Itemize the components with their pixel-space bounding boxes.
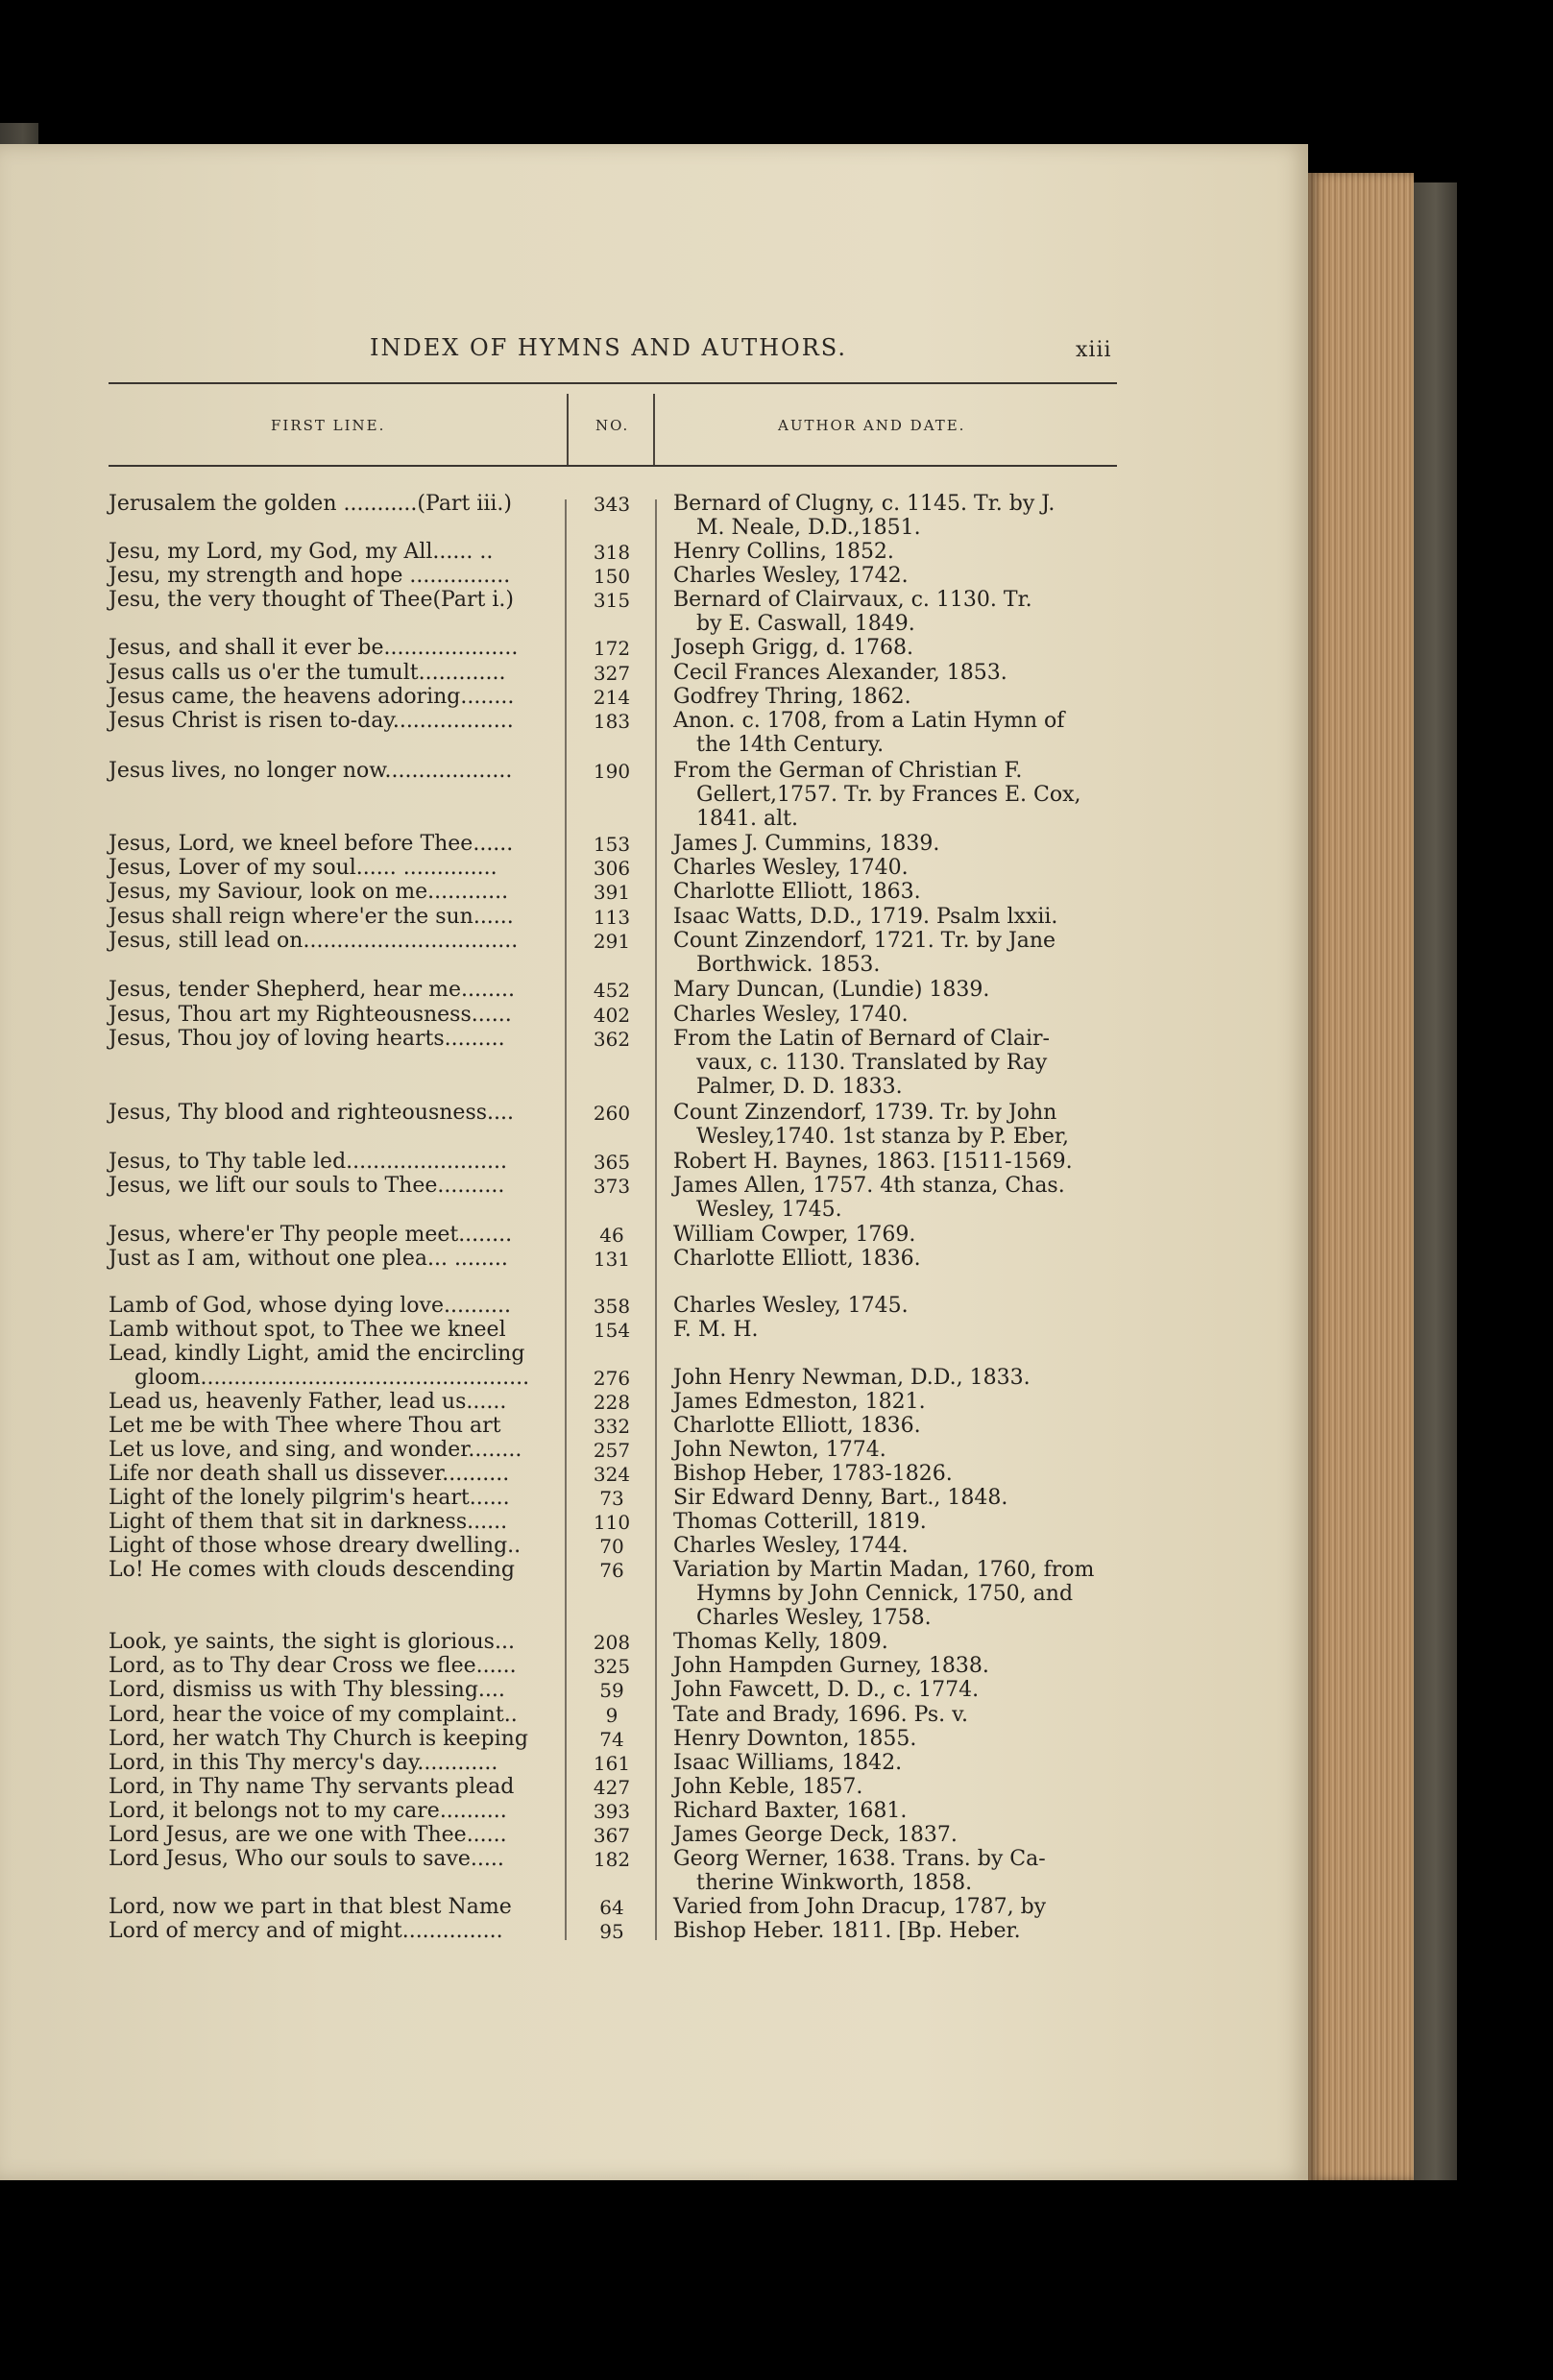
- running-header: [0, 334, 1308, 373]
- hymn-number: 208: [593, 1631, 631, 1654]
- table-row: [0, 1462, 1308, 1487]
- header-rule: [109, 382, 1117, 384]
- hymn-number: 257: [593, 1439, 631, 1462]
- author-and-date: Hymns by John Cennick, 1750, and: [696, 1582, 1074, 1606]
- first-line: Jesu, my Lord, my God, my All...... ..: [109, 540, 494, 564]
- table-row: [0, 492, 1308, 517]
- first-line: Jesus, we lift our souls to Thee..........: [109, 1174, 505, 1198]
- hymn-number: 73: [599, 1487, 624, 1510]
- author-and-date: Wesley, 1745.: [696, 1198, 842, 1222]
- first-line: Lord of mercy and of might...............: [109, 1919, 503, 1943]
- author-and-date: James George Deck, 1837.: [673, 1823, 958, 1847]
- column-header-first-line: FIRST LINE.: [271, 417, 386, 434]
- hymn-number: 365: [593, 1151, 631, 1174]
- first-line: Jesus, my Saviour, look on me............: [109, 880, 509, 904]
- table-row: [0, 540, 1308, 565]
- author-and-date: M. Neale, D.D.,1851.: [696, 516, 921, 540]
- author-and-date: Charles Wesley, 1758.: [696, 1606, 932, 1630]
- page-edges: [1308, 173, 1414, 2180]
- table-row: [0, 1125, 1308, 1150]
- first-line: Jesus Christ is risen to-day..................: [109, 709, 514, 733]
- book-cover-right: [1414, 182, 1457, 2180]
- table-row: [0, 612, 1308, 637]
- first-line: Jesus, tender Shepherd, hear me........: [109, 978, 515, 1002]
- author-and-date: John Keble, 1857.: [673, 1775, 863, 1799]
- author-and-date: James Edmeston, 1821.: [673, 1390, 926, 1414]
- column-divider: [567, 394, 569, 465]
- author-and-date: John Henry Newman, D.D., 1833.: [673, 1366, 1031, 1390]
- table-row: [0, 1799, 1308, 1824]
- author-and-date: Bernard of Clugny, c. 1145. Tr. by J.: [673, 492, 1056, 516]
- table-row: [0, 1823, 1308, 1848]
- author-and-date: Gellert,1757. Tr. by Frances E. Cox,: [696, 783, 1081, 807]
- author-and-date: Count Zinzendorf, 1739. Tr. by John: [673, 1101, 1057, 1125]
- hymn-number: 182: [593, 1848, 631, 1871]
- first-line: Lord, hear the voice of my complaint..: [109, 1703, 518, 1727]
- hymn-number: 427: [593, 1776, 631, 1799]
- column-header-rule: [109, 465, 1117, 467]
- author-and-date: Joseph Grigg, d. 1768.: [673, 636, 913, 660]
- table-row: [0, 856, 1308, 881]
- first-line: Life nor death shall us dissever..........: [109, 1462, 510, 1486]
- hymn-number: 9: [605, 1704, 619, 1727]
- hymn-number: 318: [593, 541, 631, 564]
- first-line: gloom.................................................: [134, 1366, 530, 1390]
- hymn-number: 391: [593, 881, 631, 904]
- author-and-date: Bernard of Clairvaux, c. 1130. Tr.: [673, 588, 1032, 612]
- table-row: [0, 880, 1308, 905]
- first-line: Jesus, where'er Thy people meet........: [109, 1223, 513, 1247]
- first-line: Lo! He comes with clouds descending: [109, 1558, 515, 1582]
- author-and-date: James Allen, 1757. 4th stanza, Chas.: [673, 1174, 1065, 1198]
- author-and-date: Charles Wesley, 1745.: [673, 1294, 909, 1318]
- author-and-date: Charles Wesley, 1744.: [673, 1534, 909, 1558]
- first-line: Jesu, the very thought of Thee(Part i.): [109, 588, 514, 612]
- first-line: Light of the lonely pilgrim's heart......: [109, 1486, 510, 1510]
- hymn-number: 276: [593, 1367, 631, 1390]
- first-line: Lead us, heavenly Father, lead us......: [109, 1390, 507, 1414]
- table-row: [0, 1318, 1308, 1343]
- hymn-number: 172: [593, 637, 631, 660]
- hymn-number: 343: [593, 493, 631, 516]
- author-and-date: Isaac Watts, D.D., 1719. Psalm lxxii.: [673, 905, 1058, 929]
- table-row: [0, 661, 1308, 686]
- table-row: [0, 516, 1308, 541]
- hymn-number: 74: [599, 1728, 624, 1751]
- table-row: [0, 1919, 1308, 1944]
- table-row: [0, 1558, 1308, 1583]
- author-and-date: Palmer, D. D. 1833.: [696, 1075, 903, 1099]
- first-line: Lord Jesus, Who our souls to save.....: [109, 1847, 504, 1871]
- first-line: Let me be with Thee where Thou art: [109, 1414, 501, 1438]
- table-row: [0, 1003, 1308, 1028]
- table-row: [0, 1101, 1308, 1126]
- hymn-number: 324: [593, 1463, 631, 1486]
- author-and-date: Henry Downton, 1855.: [673, 1727, 917, 1751]
- first-line: Just as I am, without one plea... ........: [109, 1247, 508, 1271]
- author-and-date: by E. Caswall, 1849.: [696, 612, 915, 636]
- hymn-number: 260: [593, 1102, 631, 1125]
- author-and-date: From the German of Christian F.: [673, 759, 1023, 783]
- table-row: [0, 1510, 1308, 1535]
- first-line: Let us love, and sing, and wonder........: [109, 1438, 522, 1462]
- hymn-number: 59: [599, 1679, 624, 1702]
- author-and-date: Godfrey Thring, 1862.: [673, 685, 911, 709]
- first-line: Jesus, still lead on................................: [109, 929, 519, 953]
- hymn-number: 46: [599, 1224, 624, 1247]
- first-line: Jesus, Lover of my soul...... ..............: [109, 856, 497, 880]
- hymn-number: 306: [593, 857, 631, 880]
- hymn-number: 110: [593, 1511, 631, 1534]
- hymn-number: 315: [593, 589, 631, 612]
- hymn-number: 291: [593, 930, 631, 953]
- first-line: Light of them that sit in darkness......: [109, 1510, 508, 1534]
- table-row: [0, 685, 1308, 710]
- first-line: Jesus, Lord, we kneel before Thee......: [109, 832, 514, 856]
- table-row: [0, 1198, 1308, 1223]
- hymn-number: 161: [593, 1752, 631, 1775]
- author-and-date: Charlotte Elliott, 1836.: [673, 1414, 921, 1438]
- table-row: [0, 1174, 1308, 1199]
- hymn-number: 228: [593, 1391, 631, 1414]
- table-row: [0, 1606, 1308, 1631]
- author-and-date: From the Latin of Bernard of Clair-: [673, 1027, 1050, 1051]
- author-and-date: John Newton, 1774.: [673, 1438, 886, 1462]
- author-and-date: Thomas Kelly, 1809.: [673, 1630, 888, 1654]
- first-line: Lord, now we part in that blest Name: [109, 1895, 512, 1919]
- table-row: [0, 953, 1308, 978]
- author-and-date: John Fawcett, D. D., c. 1774.: [673, 1678, 980, 1702]
- table-row: [0, 1150, 1308, 1175]
- first-line: Jesu, my strength and hope ...............: [109, 564, 511, 588]
- table-row: [0, 1727, 1308, 1752]
- table-row: [0, 588, 1308, 613]
- author-and-date: Sir Edward Denny, Bart., 1848.: [673, 1486, 1008, 1510]
- author-and-date: F. M. H.: [673, 1318, 759, 1342]
- hymn-number: 131: [593, 1248, 631, 1271]
- page-title: INDEX OF HYMNS AND AUTHORS.: [370, 334, 847, 361]
- author-and-date: John Hampden Gurney, 1838.: [673, 1654, 989, 1678]
- hymn-number: 402: [593, 1004, 631, 1027]
- table-row: [0, 807, 1308, 832]
- author-and-date: Bishop Heber. 1811. [Bp. Heber.: [673, 1919, 1021, 1943]
- author-and-date: James J. Cummins, 1839.: [673, 832, 940, 856]
- first-line: Jesus, and shall it ever be....................: [109, 636, 519, 660]
- table-row: [0, 1051, 1308, 1076]
- first-line: Jesus, Thou art my Righteousness......: [109, 1003, 512, 1027]
- author-and-date: Bishop Heber, 1783-1826.: [673, 1462, 953, 1486]
- author-and-date: Charles Wesley, 1740.: [673, 856, 909, 880]
- first-line: Light of those whose dreary dwelling..: [109, 1534, 522, 1558]
- author-and-date: Henry Collins, 1852.: [673, 540, 894, 564]
- first-line: Jesus lives, no longer now...................: [109, 759, 513, 783]
- table-row: [0, 1534, 1308, 1559]
- author-and-date: therine Winkworth, 1858.: [696, 1871, 973, 1895]
- hymn-number: 76: [599, 1559, 624, 1582]
- first-line: Lord, her watch Thy Church is keeping: [109, 1727, 528, 1751]
- table-row: [0, 1895, 1308, 1920]
- table-row: [0, 905, 1308, 930]
- table-row: [0, 978, 1308, 1003]
- author-and-date: Count Zinzendorf, 1721. Tr. by Jane: [673, 929, 1056, 953]
- table-row: [0, 1075, 1308, 1100]
- hymn-number: 64: [599, 1896, 624, 1919]
- first-line: Lord, as to Thy dear Cross we flee......: [109, 1654, 517, 1678]
- first-line: Lord Jesus, are we one with Thee......: [109, 1823, 507, 1847]
- first-line: Lamb of God, whose dying love..........: [109, 1294, 511, 1318]
- author-and-date: Richard Baxter, 1681.: [673, 1799, 908, 1823]
- author-and-date: Charlotte Elliott, 1863.: [673, 880, 921, 904]
- first-line: Jesus calls us o'er the tumult.............: [109, 661, 506, 685]
- table-row: [0, 1678, 1308, 1703]
- hymn-number: 214: [593, 686, 631, 709]
- table-row: [0, 1654, 1308, 1679]
- author-and-date: the 14th Century.: [696, 733, 885, 757]
- author-and-date: Isaac Williams, 1842.: [673, 1751, 903, 1775]
- author-and-date: Charles Wesley, 1742.: [673, 564, 909, 588]
- table-row: [0, 1342, 1308, 1367]
- table-row: [0, 1775, 1308, 1800]
- first-line: Lord, in this Thy mercy's day............: [109, 1751, 498, 1775]
- author-and-date: Charles Wesley, 1740.: [673, 1003, 909, 1027]
- first-line: Look, ye saints, the sight is glorious...: [109, 1630, 515, 1654]
- first-line: Jesus, Thy blood and righteousness....: [109, 1101, 514, 1125]
- author-and-date: Borthwick. 1853.: [696, 953, 881, 977]
- hymn-number: 373: [593, 1175, 631, 1198]
- author-and-date: Wesley,1740. 1st stanza by P. Eber,: [696, 1125, 1069, 1149]
- first-line: Lord, in Thy name Thy servants plead: [109, 1775, 515, 1799]
- hymn-number: 362: [593, 1028, 631, 1051]
- first-line: Lead, kindly Light, amid the encircling: [109, 1342, 525, 1366]
- table-row: [0, 1630, 1308, 1655]
- table-row: [0, 1390, 1308, 1415]
- hymn-number: 70: [599, 1535, 624, 1558]
- column-header-no: NO.: [595, 417, 630, 434]
- table-row: [0, 1223, 1308, 1248]
- first-line: Jesus, to Thy table led........................: [109, 1150, 507, 1174]
- column-header-author: AUTHOR AND DATE.: [778, 417, 966, 434]
- author-and-date: Varied from John Dracup, 1787, by: [673, 1895, 1047, 1919]
- hymn-number: 332: [593, 1415, 631, 1438]
- table-row: [0, 564, 1308, 589]
- first-line: Jerusalem the golden ...........(Part iii.): [109, 492, 512, 516]
- table-row: [0, 1703, 1308, 1728]
- table-row: [0, 636, 1308, 661]
- hymn-number: 153: [593, 833, 631, 856]
- hymn-number: 327: [593, 662, 631, 685]
- author-and-date: William Cowper, 1769.: [673, 1223, 916, 1247]
- table-row: [0, 832, 1308, 857]
- hymn-number: 150: [593, 565, 631, 588]
- table-row: [0, 929, 1308, 954]
- hymn-number: 393: [593, 1800, 631, 1823]
- table-row: [0, 733, 1308, 758]
- hymn-number: 154: [593, 1319, 631, 1342]
- author-and-date: Robert H. Baynes, 1863. [1511-1569.: [673, 1150, 1073, 1174]
- first-line: Lamb without spot, to Thee we kneel: [109, 1318, 506, 1342]
- table-row: [0, 783, 1308, 808]
- author-and-date: Mary Duncan, (Lundie) 1839.: [673, 978, 990, 1002]
- hymn-number: 190: [593, 760, 631, 783]
- first-line: Jesus, Thou joy of loving hearts.........: [109, 1027, 505, 1051]
- author-and-date: Georg Werner, 1638. Trans. by Ca-: [673, 1847, 1046, 1871]
- first-line: Lord, it belongs not to my care..........: [109, 1799, 507, 1823]
- author-and-date: 1841. alt.: [696, 807, 798, 831]
- table-row: [0, 1414, 1308, 1439]
- author-and-date: Cecil Frances Alexander, 1853.: [673, 661, 1007, 685]
- author-and-date: Variation by Martin Madan, 1760, from: [673, 1558, 1095, 1582]
- first-line: Jesus came, the heavens adoring........: [109, 685, 515, 709]
- first-line: Jesus shall reign where'er the sun......: [109, 905, 514, 929]
- hymn-number: 358: [593, 1295, 631, 1318]
- column-divider: [653, 394, 655, 465]
- table-row: [0, 759, 1308, 784]
- hymn-number: 325: [593, 1655, 631, 1678]
- table-row: [0, 1438, 1308, 1463]
- table-row: [0, 1486, 1308, 1511]
- hymn-number: 452: [593, 979, 631, 1002]
- page-number: xiii: [1076, 338, 1112, 362]
- author-and-date: vaux, c. 1130. Translated by Ray: [696, 1051, 1048, 1075]
- table-row: [0, 1027, 1308, 1052]
- author-and-date: Tate and Brady, 1696. Ps. v.: [673, 1703, 968, 1727]
- author-and-date: Thomas Cotterill, 1819.: [673, 1510, 927, 1534]
- table-row: [0, 1847, 1308, 1872]
- hymn-number: 183: [593, 710, 631, 733]
- table-row: [0, 1582, 1308, 1607]
- first-line: Lord, dismiss us with Thy blessing....: [109, 1678, 505, 1702]
- hymn-number: 367: [593, 1824, 631, 1847]
- table-row: [0, 1294, 1308, 1319]
- table-row: [0, 1751, 1308, 1776]
- author-and-date: Anon. c. 1708, from a Latin Hymn of: [673, 709, 1065, 733]
- table-row: [0, 1871, 1308, 1896]
- table-row: [0, 1247, 1308, 1272]
- table-row: [0, 1366, 1308, 1391]
- hymn-number: 95: [599, 1920, 624, 1943]
- table-row: [0, 709, 1308, 734]
- author-and-date: Charlotte Elliott, 1836.: [673, 1247, 921, 1271]
- hymn-number: 113: [593, 906, 631, 929]
